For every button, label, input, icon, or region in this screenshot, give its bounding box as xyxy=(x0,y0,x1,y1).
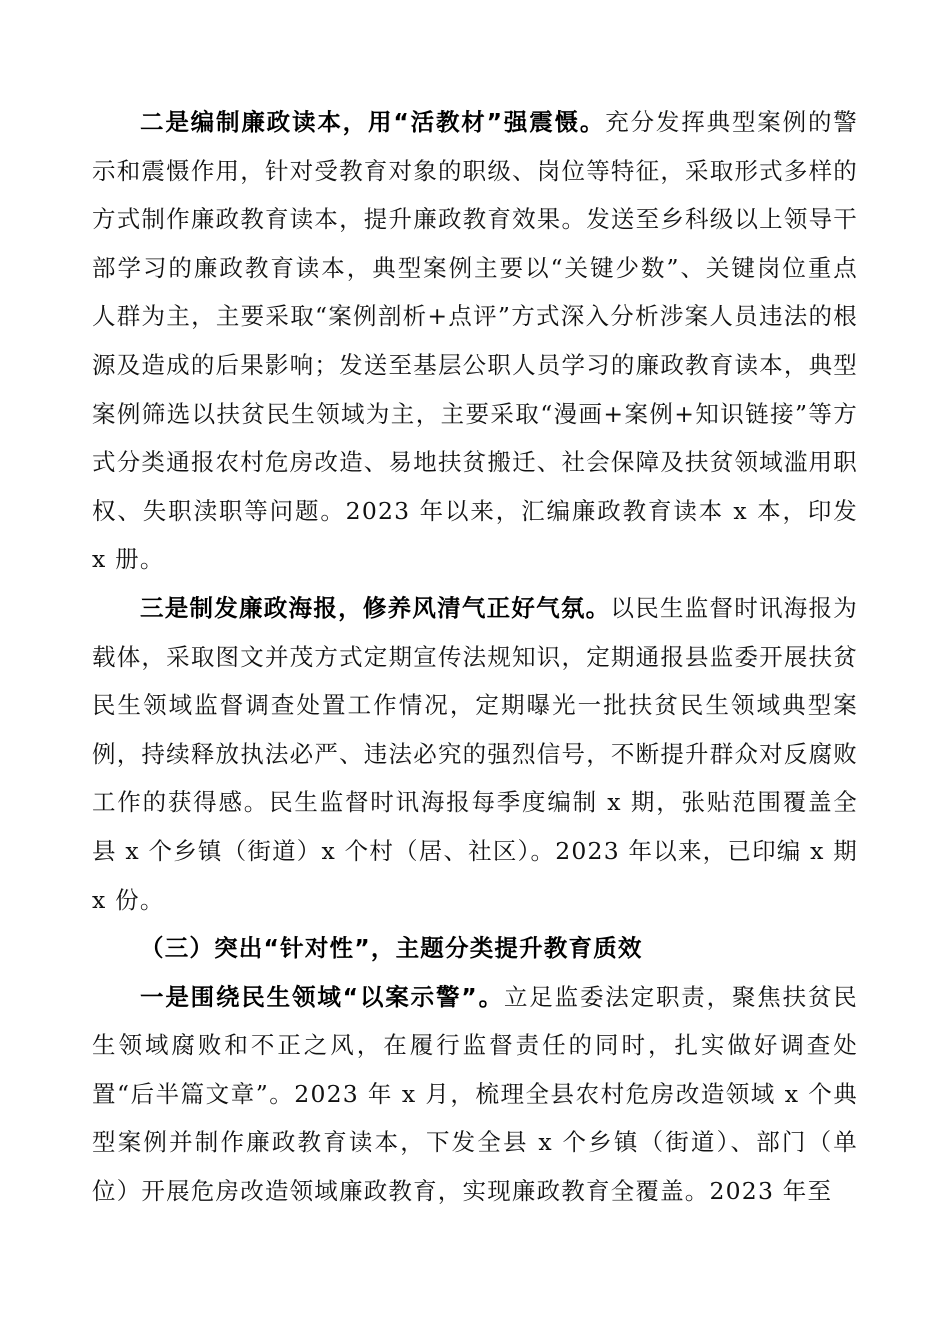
paragraph-posters xyxy=(92,584,858,924)
paragraph-reading-materials xyxy=(92,98,858,584)
paragraph-lead: 三是制发廉政海报，修养风清气正好气氛。 xyxy=(140,593,611,622)
paragraph-text: 以民生监督时讯海报为载体，采取图文并茂方式定期宣传法规知识，定期通报县监委开展扶贫民生领域监督调查处置工作情况，定期曝光一批扶贫民生领域典型案例，持续释放执法必严、违法必究的强烈信号，不断提升群众对反腐败工作的获得感。民生监督时讯海报每季度编制 x 期，张贴范围覆盖全县 x 个乡镇（街道）x 个村（居、社区）。2023 年以来，已印编 x 期 x 份。 xyxy=(92,593,858,914)
paragraph-lead: 二是编制廉政读本，用“活教材”强震慑。 xyxy=(140,108,606,136)
paragraph-lead: 一是围绕民生领域“以案示警”。 xyxy=(140,982,504,1011)
document-body xyxy=(92,98,858,1216)
paragraph-livelihood-cases xyxy=(92,973,858,1216)
paragraph-text: 充分发挥典型案例的警示和震慑作用，针对受教育对象的职级、岗位等特征，采取形式多样的方式制作廉政教育读本，提升廉政教育效果。发送至乡科级以上领导干部学习的廉政教育读本，典型案例主要以“关键少数”、关键岗位重点人群为主，主要采取“案例剖析+点评”方式深入分析涉案人员违法的根源及造成的后果影响；发送至基层公职人员学习的廉政教育读本，典型案例筛选以扶贫民生领域为主，主要采取“漫画+案例+知识链接”等方式分类通报农村危房改造、易地扶贫搬迁、社会保障及扶贫领域滥用职权、失职渎职等问题。2023 年以来，汇编廉政教育读本 x 本，印发 x 册。 xyxy=(92,108,858,574)
section-heading: （三）突出“针对性”，主题分类提升教育质效 xyxy=(140,934,643,963)
paragraph-text: 立足监委法定职责，聚焦扶贫民生领域腐败和不正之风，在履行监督责任的同时，扎实做好调查处置“后半篇文章”。2023 年 x 月，梳理全县农村危房改造领域 x 个典型案例并制作廉政教育读本，下发全县 x 个乡镇（街道）、部门（单位）开展危房改造领域廉政教育，实现廉政教育全覆盖。2023 年至 xyxy=(92,982,859,1206)
